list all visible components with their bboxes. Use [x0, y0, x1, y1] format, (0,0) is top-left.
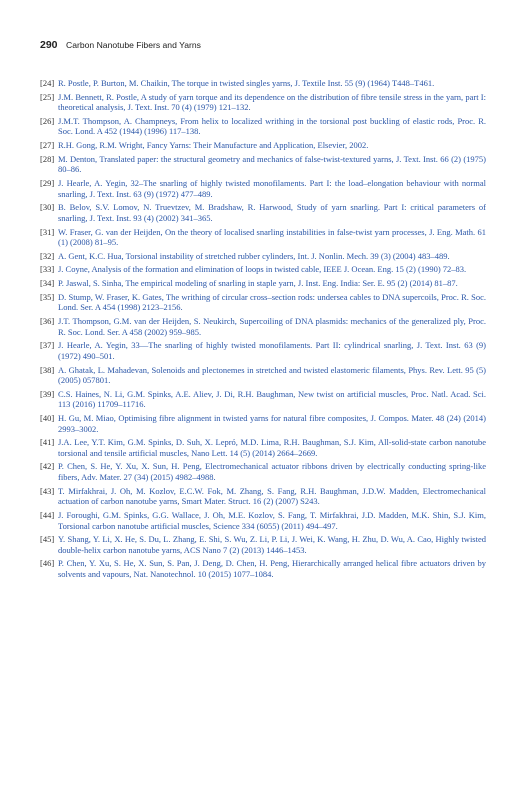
reference-number: [26]	[40, 115, 55, 126]
reference-number: [27]	[40, 140, 55, 151]
reference-link[interactable]: J. Hearle, A. Yegin, 33—The snarling of highly twisted monofilaments. Part II: cylindrical snarling, J. Text. Inst. 63 (9) (1972) 490–501.	[58, 340, 486, 361]
reference-number: [39]	[40, 388, 55, 399]
reference-link[interactable]: A. Ghatak, L. Mahadevan, Solenoids and plectonemes in stretched and twisted elastomeric filaments, Phys. Rev. Lett. 95 (5) (2005) 057801.	[58, 364, 486, 386]
reference-link[interactable]: M. Denton, Translated paper: the structural geometry and mechanics of false-twist-textured yarns, J. Text. Inst. 66 (2) (1975) 80–86.	[58, 153, 486, 175]
reference-number: [41]	[40, 437, 55, 448]
reference-number: [37]	[40, 340, 55, 351]
reference-number: [31]	[40, 226, 55, 237]
reference-item	[40, 115, 486, 137]
reference-item	[40, 534, 486, 555]
reference-link[interactable]: P. Chen, Y. Xu, S. He, X. Sun, S. Pan, J. Deng, D. Chen, H. Peng, Hierarchically arranged helical fibre actuators driven by solvents and vapours, Nat. Nanotechnol. 10 (2015) 1077–1084.	[58, 558, 486, 579]
reference-number: [34]	[40, 278, 55, 289]
page-number: 290	[40, 39, 58, 51]
reference-item	[40, 140, 486, 151]
reference-number: [24]	[40, 78, 55, 88]
reference-list	[40, 78, 486, 583]
reference-link[interactable]: J.T. Thompson, G.M. van der Heijden, S. Neukirch, Supercoiling of DNA plasmids: mechanics of the generalized ply, Proc. R. Soc. Lond. Ser. A 458 (2002) 959–985.	[58, 316, 486, 337]
reference-item	[40, 153, 486, 175]
reference-link[interactable]: J. Coyne, Analysis of the formation and elimination of loops in twisted cable, IEEE J. Ocean. Eng. 15 (2) (1990) 72–83.	[58, 264, 467, 275]
reference-number: [43]	[40, 485, 55, 496]
reference-link[interactable]: J. Foroughi, G.M. Spinks, G.G. Wallace, J. Oh, M.E. Kozlov, S. Fang, T. Mirfakhrai, J.D. Madden, M.K. Shin, S.J. Kim, Torsional carbon nanotube artificial muscles, Science 334 (6055) (2011) 494–497.	[58, 509, 486, 531]
reference-link[interactable]: B. Belov, S.V. Lomov, N. Truevtzev, M. Bradshaw, R. Harwood, Study of yarn snarling. Part I: critical parameters of snarling, J. Text. Inst. 93 (4) (2002) 341–365.	[58, 202, 486, 223]
reference-link[interactable]: J. Hearle, A. Yegin, 32–The snarling of highly twisted monofilaments. Part I: the load–elongation behaviour with normal snarling, J. Text. Inst. 63 (9) (1972) 477–489.	[58, 178, 486, 199]
reference-link[interactable]: D. Stump, W. Fraser, K. Gates, The writhing of circular cross–section rods: undersea cables to DNA supercoils, Proc. R. Soc. Lond. Ser. A 454 (1998) 2123–2156.	[58, 291, 486, 313]
reference-number: [38]	[40, 364, 55, 375]
reference-item	[40, 558, 486, 579]
reference-link[interactable]: P. Jaswal, S. Sinha, The empirical modeling of snarling in staple yarn, J. Inst. Eng. India: Ser. E. 95 (2) (2014) 81–87.	[58, 278, 458, 289]
reference-number: [25]	[40, 91, 55, 102]
reference-item	[40, 485, 486, 507]
reference-item	[40, 250, 486, 262]
reference-number: [35]	[40, 291, 55, 302]
reference-item	[40, 202, 486, 223]
reference-item	[40, 364, 486, 386]
reference-item	[40, 340, 486, 361]
reference-item	[40, 91, 486, 113]
reference-link[interactable]: C.S. Haines, N. Li, G.M. Spinks, A.E. Aliev, J. Di, R.H. Baughman, New twist on artificial muscles, Proc. Natl. Acad. Sci. 113 (2016) 11709–11716.	[58, 388, 486, 410]
reference-item	[40, 437, 486, 458]
reference-number: [46]	[40, 558, 55, 569]
reference-item	[40, 388, 486, 410]
reference-link[interactable]: J.M.T. Thompson, A. Champneys, From helix to localized writhing in the torsional post buckling of elastic rods, Proc. R. Soc. Lond. A 452 (1944) (1996) 117–138.	[58, 115, 486, 137]
reference-item	[40, 78, 486, 89]
reference-item	[40, 461, 486, 483]
reference-link[interactable]: P. Chen, S. He, Y. Xu, X. Sun, H. Peng, Electromechanical actuator ribbons driven by electrically conducting spring-like fibers, Adv. Mater. 27 (34) (2015) 4982–4988.	[58, 461, 486, 483]
running-header	[40, 39, 201, 51]
reference-item	[40, 509, 486, 531]
reference-item	[40, 291, 486, 313]
reference-item	[40, 178, 486, 199]
reference-link[interactable]: J.A. Lee, Y.T. Kim, G.M. Spinks, D. Suh, X. Lepró, M.D. Lima, R.H. Baughman, S.J. Kim, All-solid-state carbon nanotube torsional and tensile artificial muscles, Nano Lett. 14 (5) (2014) 2664–2669.	[58, 437, 486, 458]
reference-link[interactable]: J.M. Bennett, R. Postle, A study of yarn torque and its dependence on the distribution of fibre tensile stress in the yarn, part I: theoretical analysis, J. Text. Inst. 70 (4) (1979) 121–132.	[58, 91, 486, 113]
reference-link[interactable]: W. Fraser, G. van der Heijden, On the theory of localised snarling instabilities in false-twist yarn processes, J. Eng. Math. 61 (1) (2008) 81–95.	[58, 226, 486, 248]
reference-number: [36]	[40, 316, 55, 327]
reference-number: [44]	[40, 509, 55, 520]
running-title: Carbon Nanotube Fibers and Yarns	[66, 40, 201, 50]
reference-item	[40, 413, 486, 434]
reference-number: [42]	[40, 461, 55, 472]
reference-item	[40, 316, 486, 337]
reference-item	[40, 264, 486, 275]
reference-number: [45]	[40, 534, 55, 545]
reference-number: [29]	[40, 178, 55, 189]
reference-link[interactable]: H. Gu, M. Miao, Optimising fibre alignment in twisted yarns for natural fibre composites, J. Compos. Mater. 48 (24) (2014) 2993–3002.	[58, 413, 486, 434]
reference-number: [32]	[40, 250, 55, 261]
reference-link[interactable]: R.H. Gong, R.M. Wright, Fancy Yarns: Their Manufacture and Application, Elsevier, 2002.	[58, 140, 369, 151]
reference-number: [30]	[40, 202, 55, 213]
reference-number: [40]	[40, 413, 55, 424]
reference-number: [28]	[40, 153, 55, 164]
reference-link[interactable]: A. Gent, K.C. Hua, Torsional instability of stretched rubber cylinders, Int. J. Nonlin. Mech. 39 (3) (2004) 483–489.	[58, 250, 450, 261]
reference-link[interactable]: R. Postle, P. Burton, M. Chaikin, The torque in twisted singles yarns, J. Textile Inst. 55 (9) (1964) T448–T461.	[58, 78, 435, 88]
reference-item	[40, 226, 486, 248]
reference-link[interactable]: T. Mirfakhrai, J. Oh, M. Kozlov, E.C.W. Fok, M. Zhang, S. Fang, R.H. Baughman, J.D.W. Madden, Electromechanical actuation of carbon nanotube yarns, Smart Mater. Struct. 16 (2) (2007) S243.	[58, 485, 486, 507]
reference-number: [33]	[40, 264, 55, 275]
reference-link[interactable]: Y. Shang, Y. Li, X. He, S. Du, L. Zhang, E. Shi, S. Wu, Z. Li, P. Li, J. Wei, K. Wang, H. Zhu, D. Wu, A. Cao, Highly twisted double-helix carbon nanotube yarns, ACS Nano 7 (2) (2013) 1446–1453.	[58, 534, 486, 555]
reference-item	[40, 278, 486, 289]
